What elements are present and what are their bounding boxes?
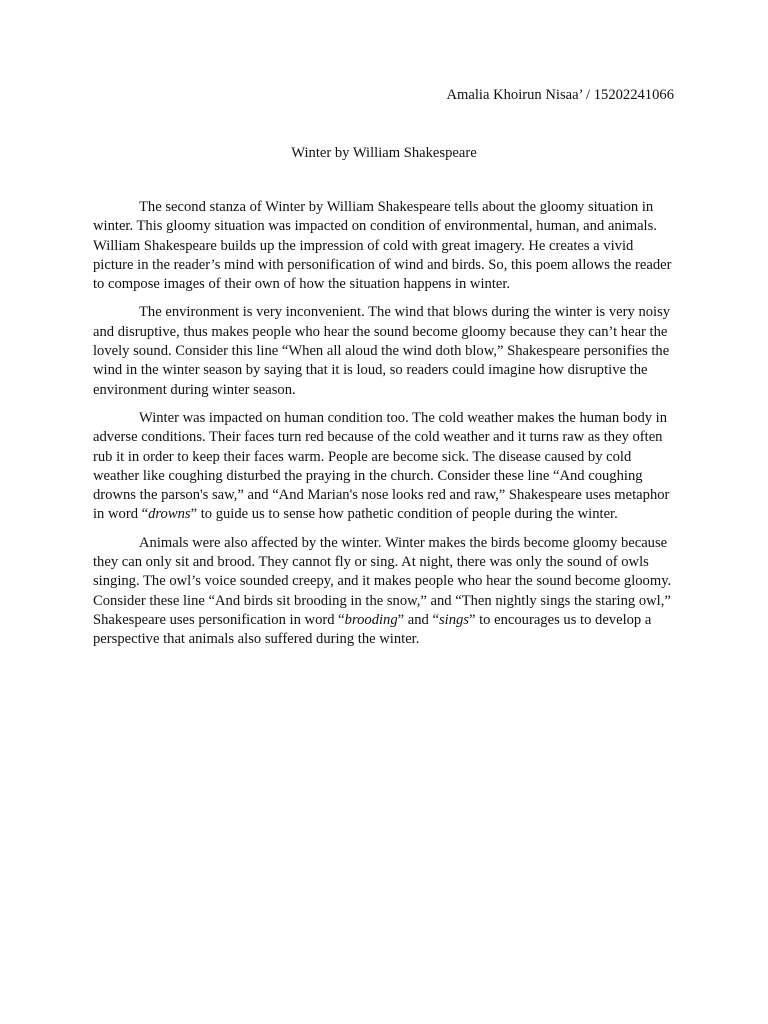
paragraph-text: Winter was impacted on human condition too. The cold weather makes the human body in adverse conditions. Their faces turn red because of the cold weather and it turns raw as they often rub it in order to keep their faces warm. People are become sick. The disease caused by cold weather like coughing disturbed the praying in the church. Consider these line “And coughing drowns the parson's saw,” and “And Marian's nose looks red and raw,” Shakespeare uses metaphor in word “ [93,409,670,523]
paragraph-text: The environment is very inconvenient. The wind that blows during the winter is very noisy and disruptive, thus makes people who hear the sound become gloomy because they can’t hear the lovely sound. Consider this line “When all aloud the wind doth blow,” Shakespeare personifies the wind in the winter season by saying that it is loud, so readers could imagine how disruptive the environment during winter season. [93,304,671,398]
italic-term-brooding: brooding [344,611,398,628]
paragraph-text: ” and “ [397,611,439,628]
paragraph-4 [93,534,677,650]
paragraph-text: Animals were also affected by the winter. Winter makes the birds become gloomy because they can only sit and brood. They cannot fly or sing. At night, there was only the sound of owls singing. The owl’s voice sounded creepy, and it makes people who hear the sound become gloomy. Consider these line “And birds sit brooding in the snow,” and “Then nightly sings the staring owl,” Shakespeare uses personification in word “ [93,534,672,628]
paragraph-1 [93,198,677,294]
paragraph-text: ” to encourages us to develop a perspective that animals also suffered during the winter. [93,611,652,648]
paragraph-3 [93,409,677,525]
author-line: Amalia Khoirun Nisaa’ / 15202241066 [446,87,674,103]
essay-body [93,198,677,659]
paragraph-text: The second stanza of Winter by William Shakespeare tells about the gloomy situation in winter. This gloomy situation was impacted on condition of environmental, human, and animals. William Shakespeare builds up the impression of cold with great imagery. He creates a vivid picture in the reader’s mind with personification of wind and birds. So, this poem allows the reader to compose images of their own of how the situation happens in winter. [93,199,672,293]
paragraph-text: ” to guide us to sense how pathetic condition of people during the winter. [190,506,618,523]
document-title: Winter by William Shakespeare [291,145,477,161]
italic-term-drowns: drowns [148,506,191,523]
paragraph-2 [93,303,677,399]
italic-term-sings: sings [438,611,469,628]
